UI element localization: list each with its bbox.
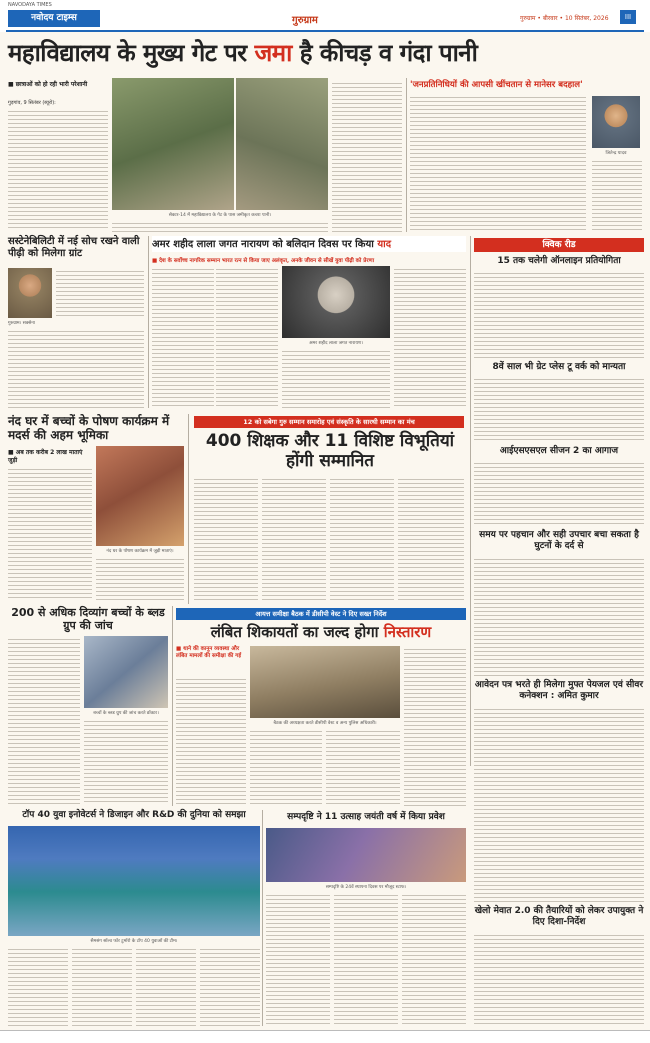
grievance-bar: आयत्त समीक्षा बैठक में डीसीपी वेस्ट ने दिए सख्त निर्देश (176, 608, 466, 620)
grievance-photo (250, 646, 400, 718)
nutrition-text-2 (96, 556, 184, 600)
grievance-text-2 (250, 728, 322, 806)
author-photo (592, 96, 640, 148)
divider (262, 810, 263, 1026)
innovators-photo (8, 826, 260, 936)
teachers-text-3 (330, 476, 394, 600)
divyang-photo (84, 636, 168, 708)
innovators-text-3 (136, 946, 196, 1026)
left-headline: सस्टेनेबिलिटी में नई सोच रखने वाली पीढ़ी को मिलेगा ग्रांट (8, 236, 140, 259)
nutrition-subhead: ■ अब तक करीब 2 लाख माताएं जुड़ी (8, 449, 83, 464)
lead-headline: महाविद्यालय के मुख्य गेट पर जमा है कीचड़ व गंदा पानी (8, 39, 478, 67)
innovators-text-4 (200, 946, 260, 1026)
left-text-1 (56, 268, 144, 318)
teachers-bar: 12 को सबेगा गुरु सम्मान समारोह एवं संस्कृति के सारथी सम्मान का मंच (194, 416, 464, 428)
teachers-text-4 (398, 476, 464, 600)
dateline: गुरुग्राम • बीरवार • 10 सितंबर, 2026 (520, 15, 609, 22)
innovators-text-1 (8, 946, 68, 1026)
martyr-text-3 (282, 348, 390, 408)
lead-subhead: ■ छात्राओं को हो रही भारी परेशानी (8, 81, 88, 88)
lead-text-3 (332, 80, 402, 232)
brand-english: NAVODAYA TIMES (8, 2, 52, 8)
grievance-text-3 (326, 728, 400, 806)
divider (188, 414, 189, 604)
quick-read-h5: आवेदन पत्र भरते ही मिलेगा मुफ्त पेयजल एवं सीवर कनेक्शन : अमित कुमार (474, 680, 644, 701)
ganga-photo (266, 828, 466, 882)
grievance-subhead: ■ थाने की कानून व्यवस्था और लंबित मामलों की समीक्षा की गई (176, 646, 242, 659)
divyang-text-2 (84, 718, 168, 804)
left-photo-caption: गुरुग्राम। सक्सेना (8, 321, 35, 326)
quick-read-text-6 (474, 932, 644, 1026)
nutrition-headline: नंद घर में बच्चों के पोषण कार्यक्रम में मदर्स की अहम भूमिका (8, 414, 170, 443)
nutrition-photo-caption: नंद घर के पोषण कार्यक्रम में जुड़ी माताएं। (106, 549, 174, 554)
quick-read-text-3 (474, 460, 644, 526)
column-headline: 'जनप्रतिनिधियों की आपसी खींचतान से मानेसर बदहाल' (410, 80, 583, 90)
nutrition-photo (96, 446, 184, 546)
nutrition-text-1 (8, 466, 92, 600)
teachers-text-2 (262, 476, 326, 600)
quick-read-h6: खेलो मेवात 2.0 की तैयारियों को लेकर उपायुक्त ने दिए दिशा-निर्देश (474, 906, 644, 927)
innovators-photo-caption: सैमसंग सॉल्व फॉर टुमॉरो के टॉप 40 युवाओं की टीम। (90, 939, 178, 944)
quick-read-text-4 (474, 556, 644, 676)
ganga-text-2 (334, 892, 398, 1026)
martyr-text-4 (394, 266, 466, 408)
divyang-text-1 (8, 636, 80, 804)
column-text-1 (410, 94, 586, 232)
grievance-text-4 (404, 646, 466, 806)
lead-photo-1 (112, 78, 234, 210)
martyr-bar: अमर शहीद लाला जगत नारायण को बलिदान दिवस पर किया याद (152, 236, 466, 252)
divyang-headline: 200 से अधिक दिव्यांग बच्चों के ब्लड ग्रुप की जांच (11, 606, 165, 633)
martyr-text-2 (216, 266, 278, 408)
teachers-headline: 400 शिक्षक और 11 विशिष्ट विभूतियां होंगी सम्मानित (205, 431, 455, 471)
header-rule (6, 30, 644, 32)
martyr-subhead: ■ देश के सर्वोच्च नागरिक सम्मान भारत रत्न से किया जाए अलंकृत, अनके जीवन से सीखें युवा पीढ़ी को प्रेरणा (152, 258, 375, 264)
grievance-text-1 (176, 676, 246, 806)
martyr-text-1 (152, 266, 214, 408)
quick-read-text-2 (474, 376, 644, 442)
ganga-photo-caption: सम्पदृष्टि के 24वें स्थापना दिवस पर मौजूद स्टाफ। (325, 885, 407, 890)
left-text-2 (8, 328, 144, 408)
quick-read-h4: समय पर पहचान और सही उपचार बचा सकता है घुटनों के दर्द से (479, 530, 639, 551)
quick-read-bar: क्विक रीड (474, 238, 644, 252)
column-text-2 (592, 158, 642, 232)
ganga-text-3 (402, 892, 466, 1026)
page-number: III (620, 10, 636, 24)
divyang-photo-caption: बच्चों के ब्लड ग्रुप की जांच करते डॉक्टर। (93, 711, 159, 716)
ganga-text-1 (266, 892, 330, 1026)
divider (172, 606, 173, 806)
divider (148, 236, 149, 408)
quick-read-text-5 (474, 706, 644, 902)
divider (470, 236, 471, 766)
teachers-text-1 (194, 476, 258, 600)
masthead (0, 0, 650, 32)
grievance-photo-caption: बैठक की अध्यक्षता करते डीसीपी वेस्ट व अन्य पुलिस अधिकारी। (273, 721, 377, 726)
bottom-margin (0, 1030, 650, 1043)
innovators-headline: टॉप 40 युवा इनोवेटर्स ने डिजाइन और R&D की दुनिया को समझा (22, 810, 246, 820)
lead-photo-2 (236, 78, 328, 210)
ganga-headline: सम्पदृष्टि ने 11 उत्साह जयंती वर्ष में किया प्रवेश (287, 812, 445, 822)
divider (406, 78, 407, 232)
quick-read-text-1 (474, 270, 644, 358)
lead-dateline: गुड़गांव, 9 सितंबर (ब्यूरो): (8, 100, 56, 106)
left-photo (8, 268, 52, 318)
author-caption: जितेन्द्र यादव (605, 151, 627, 156)
lead-text-1 (8, 108, 108, 230)
section-name: गुरुग्राम (292, 15, 318, 26)
quick-read-h2: 8वें साल भी ग्रेट प्लेस टू वर्क को मान्यता (492, 362, 626, 372)
grievance-headline: लंबित शिकायतों का जल्द होगा निस्तारण (210, 623, 432, 641)
brand-logo: नवोदय टाइम्स (8, 10, 100, 27)
quick-read-h1: 15 तक चलेगी ऑनलाइन प्रतियोगिता (497, 256, 621, 266)
innovators-text-2 (72, 946, 132, 1026)
martyr-photo-caption: अमर शहीद लाला जगत नारायण। (309, 341, 363, 346)
lead-text-2 (112, 220, 328, 232)
lead-photo-caption: सेक्टर-14 में महाविद्यालय के गेट के पास जमीकृत कचरा पानी। (168, 213, 272, 218)
martyr-photo (282, 266, 390, 338)
quick-read-h3: आईएसएसएल सीजन 2 का आगाज (499, 446, 619, 456)
